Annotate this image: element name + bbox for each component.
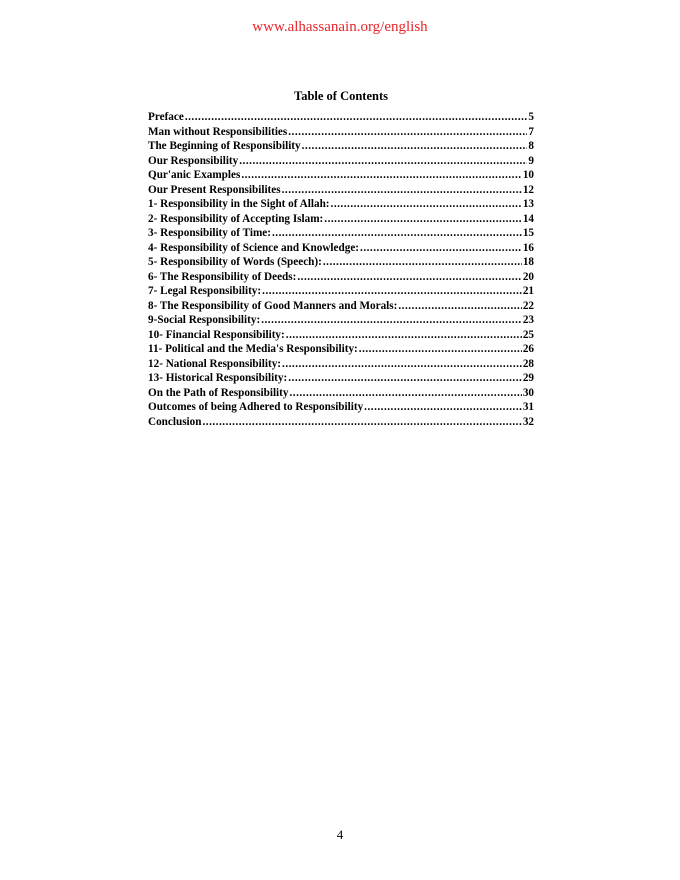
toc-dot-leader (360, 241, 522, 256)
toc-entry[interactable] (148, 139, 534, 154)
toc-entry-label: The Beginning of Responsibility (148, 140, 301, 152)
toc-entry-page-number: 25 (522, 328, 534, 341)
toc-entry-label: Our Responsibility (148, 154, 239, 167)
toc-entry-page-number: 22 (522, 299, 534, 312)
toc-entry[interactable] (148, 226, 534, 241)
toc-entry-page-number: 16 (522, 241, 534, 254)
toc-entry[interactable] (148, 328, 534, 343)
toc-entry-label: 6- The Responsibility of Deeds: (148, 270, 297, 283)
toc-entry-label: 7- Legal Responsibility: (148, 285, 262, 297)
toc-entry-page-number: 20 (522, 270, 534, 283)
toc-entry-page-number: 29 (522, 372, 534, 384)
toc-dot-leader (286, 328, 522, 343)
toc-dot-leader (282, 357, 522, 372)
table-of-contents (148, 89, 534, 429)
toc-entry-label: 2- Responsibility of Accepting Islam: (148, 212, 324, 225)
toc-entry-page-number: 30 (522, 386, 534, 399)
toc-entry-label: 10- Financial Responsibility: (148, 328, 285, 341)
toc-entry[interactable] (148, 284, 534, 299)
toc-entry[interactable] (148, 371, 534, 386)
toc-entry-page-number: 15 (522, 227, 534, 239)
toc-entry-page-number: 10 (522, 169, 534, 181)
toc-entry-page-number: 7 (528, 125, 534, 138)
toc-entry-page-number: 28 (522, 357, 534, 370)
toc-entry-label: 8- The Responsibility of Good Manners and Morals: (148, 299, 398, 312)
toc-entry-page-number: 8 (528, 140, 534, 152)
toc-entry-page-number: 32 (522, 415, 534, 428)
toc-entry[interactable] (148, 168, 534, 183)
toc-entry-label: 3- Responsibility of Time: (148, 227, 271, 239)
toc-dot-leader (398, 299, 521, 314)
toc-dot-leader (261, 313, 522, 328)
toc-entry[interactable] (148, 386, 534, 401)
toc-dot-leader (297, 270, 521, 285)
toc-dot-leader (288, 371, 522, 386)
toc-dot-leader (359, 342, 522, 357)
toc-entry-label: 9-Social Responsibility: (148, 314, 261, 326)
toc-entry-label: 5- Responsibility of Words (Speech): (148, 256, 322, 268)
website-url-link[interactable]: www.alhassanain.org/english (252, 19, 428, 35)
toc-dot-leader (239, 154, 527, 169)
toc-entry-label: Outcomes of being Adhered to Responsibility (148, 401, 364, 413)
toc-entry-page-number: 12 (522, 183, 534, 196)
toc-dot-leader (185, 110, 528, 125)
toc-entry-label: Our Present Responsibilites (148, 183, 281, 196)
toc-entry[interactable] (148, 415, 534, 430)
toc-entry[interactable] (148, 400, 534, 415)
toc-entry[interactable] (148, 255, 534, 270)
toc-entry-page-number: 26 (522, 343, 534, 355)
toc-entry[interactable] (148, 183, 534, 198)
toc-entry-page-number: 13 (522, 198, 534, 210)
toc-list (148, 110, 534, 429)
toc-entry[interactable] (148, 357, 534, 372)
toc-entry-page-number: 5 (528, 111, 534, 123)
page-number: 4 (336, 827, 344, 842)
toc-entry-label: 12- National Responsibility: (148, 357, 282, 370)
toc-entry[interactable] (148, 270, 534, 285)
toc-dot-leader (282, 183, 522, 198)
toc-entry-label: Conclusion (148, 415, 202, 428)
toc-dot-leader (302, 139, 528, 154)
toc-entry-page-number: 14 (522, 212, 534, 225)
toc-entry-label: 11- Political and the Media's Responsibility: (148, 343, 358, 355)
toc-dot-leader (289, 386, 521, 401)
toc-dot-leader (324, 212, 522, 227)
toc-entry-page-number: 18 (522, 256, 534, 268)
toc-dot-leader (202, 415, 521, 430)
toc-dot-leader (262, 284, 522, 299)
toc-entry-label: 1- Responsibility in the Sight of Allah: (148, 198, 330, 210)
toc-entry[interactable] (148, 241, 534, 256)
toc-entry-page-number: 21 (522, 285, 534, 297)
toc-entry[interactable] (148, 125, 534, 140)
toc-dot-leader (331, 197, 522, 212)
toc-entry-label: 13- Historical Responsibility: (148, 372, 288, 384)
toc-dot-leader (241, 168, 522, 183)
toc-entry[interactable] (148, 299, 534, 314)
toc-dot-leader (323, 255, 522, 270)
toc-entry-page-number: 9 (528, 154, 534, 167)
toc-entry-label: On the Path of Responsibility (148, 386, 289, 399)
toc-entry-page-number: 31 (522, 401, 534, 413)
toc-entry[interactable] (148, 154, 534, 169)
toc-entry[interactable] (148, 197, 534, 212)
toc-entry[interactable] (148, 313, 534, 328)
toc-entry-label: Qur'anic Examples (148, 169, 241, 181)
toc-dot-leader (288, 125, 527, 140)
toc-title: Table of Contents (294, 89, 388, 103)
toc-entry[interactable] (148, 212, 534, 227)
toc-entry-page-number: 23 (522, 314, 534, 326)
toc-entry-label: Preface (148, 111, 184, 123)
toc-entry-label: Man without Responsibilities (148, 125, 288, 138)
toc-entry-label: 4- Responsibility of Science and Knowledge: (148, 241, 360, 254)
toc-entry[interactable] (148, 342, 534, 357)
toc-dot-leader (364, 400, 522, 415)
toc-dot-leader (272, 226, 522, 241)
toc-entry[interactable] (148, 110, 534, 125)
